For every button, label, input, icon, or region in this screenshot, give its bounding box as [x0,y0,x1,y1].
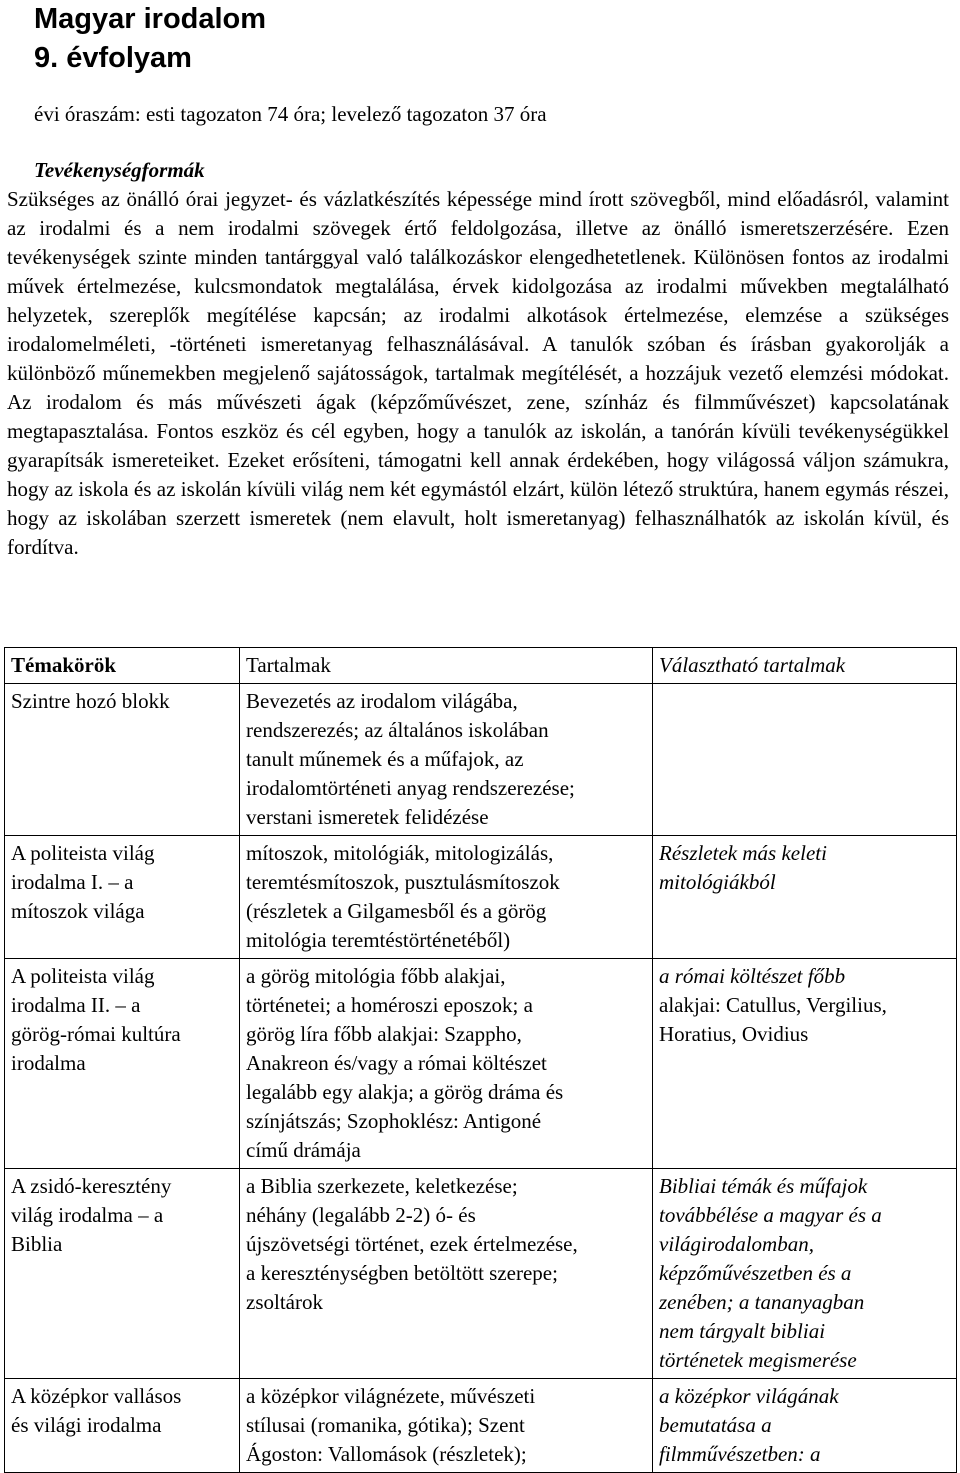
topic-line: A középkor vallásos [11,1384,182,1408]
content-line: teremtésmítoszok, pusztulásmítoszok [246,870,560,894]
content-cell [240,1169,653,1379]
topic-cell [5,959,240,1169]
topic-line: Biblia [11,1232,63,1256]
topic-cell [5,684,240,836]
content-line: Ágoston: Vallomások (részletek); [246,1442,527,1466]
content-line: Anakreon és/vagy a római költészet [246,1051,547,1075]
optional-line: Részletek más keleti [659,841,827,865]
optional-line: továbbélése a magyar és a [659,1203,882,1227]
content-line: című drámája [246,1138,361,1162]
table-row [5,959,957,1169]
section-title-activities: Tevékenységformák [34,158,205,182]
topic-line: A politeista világ [11,964,155,988]
header-optional: Választható tartalmak [653,648,957,684]
optional-line: a római költészet főbb [659,964,846,988]
content-line: Bevezetés az irodalom világába, [246,689,518,713]
optional-line: történetek megismerése [659,1348,857,1372]
header-contents: Tartalmak [240,648,653,684]
topic-line: és világi irodalma [11,1413,162,1437]
content-line: (részletek a Gilgamesből és a görög [246,899,547,923]
content-line: mítoszok, mitológiák, mitologizálás, [246,841,554,865]
content-cell [240,1379,653,1473]
content-line: színjátszás; Szophoklész: Antigoné [246,1109,542,1133]
topic-line: irodalma [11,1051,86,1075]
content-line: a kereszténységben betöltött szerepe; [246,1261,558,1285]
table-row [5,836,957,959]
optional-cell [653,836,957,959]
topic-line: világ irodalma – a [11,1203,164,1227]
optional-cell [653,1169,957,1379]
optional-line: filmművészetben: a [659,1442,821,1466]
title-subject: Magyar irodalom [34,3,267,35]
activities-paragraph: Szükséges az önálló órai jegyzet- és vázlatkészítés képessége mind írott szövegből, mind előadásról, valamint az irodalmi és a nem irodalmi szövegek értő feldolgozása, illetve az önálló ismeretszerzésére. Ezen tevékenységek szinte minden tantárggyal való találkozáskor elengedhetetlenek. Különösen fontos az irodalmi művek értelmezése, kulcsmondatok megtalálása, érvek kidolgozása az irodalmi művekben megtalálható helyzetek, szereplők megítélése kapcsán; az irodalmi alkotások értelmezése, elemzése a szükséges irodalomelméleti, -történeti ismeretanyag felhasználásával. A tanulók szóban és írásban gyakorolják a különböző műnemekben megjelenő sajátosságok, tartalmak megítélését, a hozzájuk vezető elemzési módokat. Az irodalom és más művészeti ágak (képzőművészet, zene, színház és filmművészet) kapcsolatának megtapasztalása. Fontos eszköz és cél egyben, hogy a tanulók az iskolán, a tanórán kívüli tevékenységükkel gyarapítsák ismereteiket. Ezeket erősíteni, támogatni kell annak érdekében, hogy világossá váljon számukra, hogy az iskola és az iskolán kívüli világ nem két egymástól elzárt, külön létező struktúra, hanem egymás részei, hogy az iskolában szerzett ismeretek (nem elavult, holt ismeretanyag) felhasználhatók az iskolán kívül, és fordítva. [7,187,949,559]
topic-line: A politeista világ [11,841,155,865]
topic-cell [5,1379,240,1473]
content-cell [240,836,653,959]
topic-line: mítoszok világa [11,899,145,923]
title-grade: 9. évfolyam [34,42,192,74]
optional-line: bemutatása a [659,1413,772,1437]
table-row [5,684,957,836]
optional-line: zenében; a tananyagban [659,1290,865,1314]
content-line: irodalomtörténeti anyag rendszerezése; [246,776,575,800]
document-title [34,0,266,78]
content-line: legalább egy alakja; a görög dráma és [246,1080,564,1104]
content-line: történetei; a homéroszi eposzok; a [246,993,533,1017]
topic-line: A zsidó-keresztény [11,1174,172,1198]
table-header-row [5,648,957,684]
optional-line: a középkor világának [659,1384,839,1408]
content-line: zsoltárok [246,1290,323,1314]
annual-hours: évi óraszám: esti tagozaton 74 óra; levelező tagozaton 37 óra [34,102,547,126]
optional-line: világirodalomban, [659,1232,814,1256]
content-line: mitológia teremtéstörténetéből) [246,928,511,952]
curriculum-table [4,647,957,1473]
topic-cell [5,836,240,959]
optional-cell [653,684,957,836]
header-topics: Témakörök [5,648,240,684]
content-line: néhány (legalább 2-2) ó- és [246,1203,476,1227]
content-cell [240,959,653,1169]
content-line: a Biblia szerkezete, keletkezése; [246,1174,518,1198]
content-line: stílusai (romanika, gótika); Szent [246,1413,525,1437]
content-line: a középkor világnézete, művészeti [246,1384,536,1408]
topic-line: Szintre hozó blokk [11,689,170,713]
content-line: tanult műnemek és a műfajok, az [246,747,524,771]
content-line: újszövetségi történet, ezek értelmezése, [246,1232,578,1256]
optional-line: Bibliai témák és műfajok [659,1174,868,1198]
topic-line: irodalma II. – a [11,993,141,1017]
optional-line: Horatius, Ovidius [659,1022,809,1046]
content-line: verstani ismeretek felidézése [246,805,489,829]
content-line: rendszerezés; az általános iskolában [246,718,549,742]
optional-cell [653,1379,957,1473]
content-cell [240,684,653,836]
optional-line: mitológiákból [659,870,776,894]
table-row [5,1169,957,1379]
optional-line: nem tárgyalt bibliai [659,1319,826,1343]
topic-line: görög-római kultúra [11,1022,181,1046]
optional-cell [653,959,957,1169]
optional-line: képzőművészetben és a [659,1261,852,1285]
topic-line: irodalma I. – a [11,870,134,894]
content-line: a görög mitológia főbb alakjai, [246,964,506,988]
optional-line: alakjai: Catullus, Vergilius, [659,993,887,1017]
topic-cell [5,1169,240,1379]
content-line: görög líra főbb alakjai: Szappho, [246,1022,522,1046]
table-row [5,1379,957,1473]
